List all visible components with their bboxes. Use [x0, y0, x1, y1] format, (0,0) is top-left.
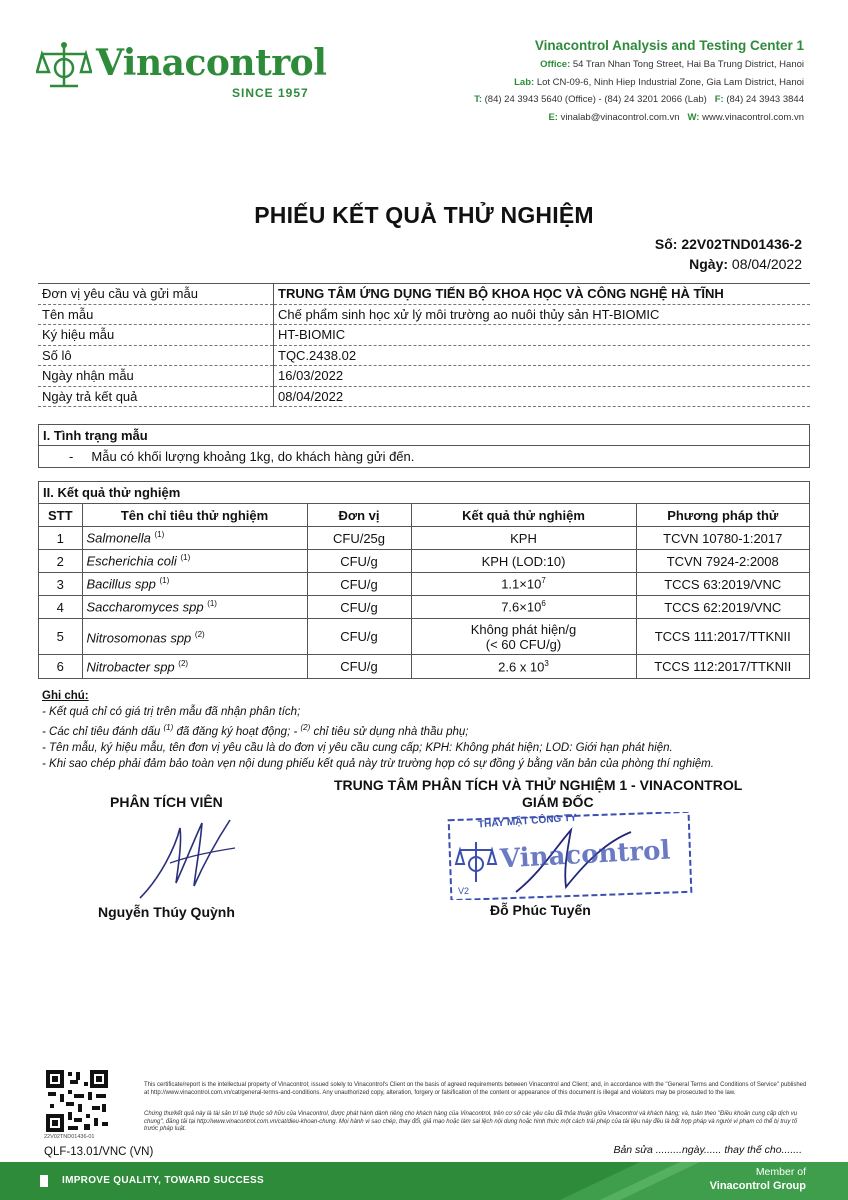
page-title: PHIẾU KẾT QUẢ THỬ NGHIỆM	[254, 202, 594, 228]
note-line: - Tên mẫu, ký hiệu mẫu, tên đơn vị yêu cầu là do đơn vị yêu cầu cung cấp; KPH: Không phát hiện; LOD: Giới hạn phát hiện.	[42, 741, 673, 754]
document-number: 22V02TND01436-2	[681, 236, 802, 252]
logo-wordmark: Vinacontrol	[96, 42, 327, 84]
phone-line: T: (84) 24 3943 5640 (Office) - (84) 24 3201 2066 (Lab) F: (84) 24 3943 3844	[474, 94, 804, 105]
director-name: Đỗ Phúc Tuyến	[490, 902, 591, 918]
stamp-note: THAY MẶT CÔNG TY	[477, 812, 578, 831]
document-date: 08/04/2022	[731, 256, 802, 272]
info-row: Số lô TQC.2438.02	[38, 345, 810, 366]
footer-motto: IMPROVE QUALITY, TOWARD SUCCESS	[62, 1175, 264, 1186]
email-link[interactable]: vinalab@vinacontrol.com.vn	[560, 111, 680, 123]
section-heading: I. Tình trạng mẫu	[39, 425, 809, 446]
analyst-name: Nguyễn Thúy Quỳnh	[98, 904, 235, 920]
issuing-organization: TRUNG TÂM PHÂN TÍCH VÀ THỬ NGHIỆM 1 - VINACONTROL	[334, 777, 743, 793]
table-row: 1 Salmonella $^{(1)}$ CFU/25g KPH TCVN 10780-1:2017	[39, 527, 809, 550]
table-row: 4 Saccharomyces spp $^{(1)}$ CFU/g $7.6\times 10^6$ TCCS 62:2019/VNC	[39, 596, 809, 619]
motto-marker-icon	[40, 1175, 50, 1187]
info-row: Tên mẫu Chế phẩm sinh học xử lý môi trường ao nuôi thủy sản HT-BIOMIC	[38, 304, 810, 325]
analyst-title: PHÂN TÍCH VIÊN	[110, 794, 223, 810]
info-row: Đơn vị yêu cầu và gửi mẫu TRUNG TÂM ỨNG DỤNG TIẾN BỘ KHOA HỌC VÀ CÔNG NGHỆ HÀ TĨNH	[38, 284, 810, 305]
logo-since: SINCE 1957	[232, 86, 309, 100]
director-title: GIÁM ĐỐC	[522, 794, 594, 810]
info-row: Ký hiệu mẫu HT-BIOMIC	[38, 325, 810, 346]
center-name: Vinacontrol Analysis and Testing Center 1	[534, 38, 804, 53]
sample-condition-text: - Mẫu có khối lượng khoảng 1kg, do khách hàng gửi đến.	[69, 449, 415, 464]
col-header: Phương pháp thử	[636, 504, 809, 527]
table-row: 6 Nitrobacter spp $^{(2)}$ CFU/g 2.6 x $10^3$ TCCS 112:2017/TTKNII	[39, 655, 809, 678]
col-header: STT	[39, 504, 82, 527]
table-row: 2 Escherichia coli $^{(1)}$ CFU/g KPH (LOD:10) TCVN 7924-2:2008	[39, 550, 809, 573]
office-line: Office: 54 Tran Nhan Tong Street, Hai Ba Trung District, Hanoi	[540, 59, 804, 70]
revision-line: Bản sửa .........ngày...... thay thế cho.......	[613, 1144, 802, 1156]
test-results-section	[38, 481, 810, 679]
sample-info-table	[38, 283, 810, 407]
stamp-wordmark: Vinacontrol	[499, 835, 672, 875]
results-table	[39, 503, 809, 678]
notes-heading: Ghi chú:	[42, 690, 89, 702]
table-row: 3 Bacillus spp $^{(1)}$ CFU/g $1.1\times 10^7$ TCCS 63:2019/VNC	[39, 573, 809, 596]
col-header: Đơn vị	[307, 504, 411, 527]
stamp-version: V2	[458, 886, 470, 896]
results-header-row	[39, 504, 809, 527]
note-line: - Kết quả chỉ có giá trị trên mẫu đã nhận phân tích;	[42, 706, 301, 718]
qr-code-icon[interactable]	[44, 1068, 110, 1134]
info-row: Ngày trả kết quả 08/04/2022	[38, 386, 810, 407]
legal-notice-en: This certificate/report is the intellectual property of Vinacontrol; issued solely to Vinacontrol's Client on the basis of agreed requirements between Vinacontrol and Client; and, in accordance with the "General Terms and Conditions of Service" published at http://www.vinacontrol.com.vn/cat/general-terms-and-conditions. Any unauthorized copy, alteration, forgery or falsification of the content or appearance of this document is illegal and violators may be prosecuted to the law.	[144, 1082, 807, 1096]
contact-block	[474, 36, 804, 126]
member-of-block: Member of Vinacontrol Group	[709, 1166, 806, 1192]
info-row: Ngày nhận mẫu 16/03/2022	[38, 366, 810, 387]
analyst-signature	[130, 808, 250, 908]
table-row: 5 Nitrosomonas spp $^{(2)}$ CFU/g Không phát hiện/g (< 60 CFU/g) TCCS 111:2017/TTKNII	[39, 619, 809, 655]
note-line: - Khi sao chép phải đảm bảo toàn vẹn nội dung phiếu kết quả này trừ trường hợp có sự đồng ý bằng văn bản của phòng thí nghiệm.	[42, 757, 714, 770]
form-code: QLF-13.01/VNC (VN)	[44, 1146, 154, 1158]
note-line: - Các chỉ tiêu đánh dấu $^{(1)}$ đã đăng ký hoạt động; - $^{(2)}$ chỉ tiêu sử dụng nhà thầu phụ;	[42, 723, 469, 738]
email-web-line: E: vinalab@vinacontrol.com.vn W: www.vinacontrol.com.vn	[548, 111, 804, 123]
document-number-block: Số: 22V02TND01436-2 Ngày: 08/04/2022	[654, 236, 802, 272]
sample-condition-section	[38, 424, 810, 468]
legal-notice-vn: Chứng thư/kết quả này là tài sản trí tuệ thuộc sở hữu của Vinacontrol, được phát hành dành riêng cho khách hàng của Vinacontrol, trên cơ sở các yêu cầu đã thỏa thuận giữa Vinacontrol và khách hàng; và, tuân theo "Điều khoản cung cấp dịch vụ chung", đăng tải tại http://www.vinacontrol.com.vn/cat/dieu-khoan-chung. Mọi hành vi sao chép, thay đổi, giả mạo hoặc làm sai lệch nội dung hoặc hình thức một cách trái phép của tài liệu này đều là bất hợp pháp và người vi phạm có thể bị truy tố trước pháp luật.	[144, 1111, 798, 1132]
lab-line: Lab: Lot CN-09-6, Ninh Hiep Industrial Zone, Gia Lam District, Hanoi	[514, 76, 804, 88]
company-logo	[36, 40, 326, 102]
member-group: Vinacontrol Group	[709, 1180, 806, 1192]
qr-code-label: 22V02TND01436-01	[44, 1134, 95, 1140]
col-header: Kết quả thử nghiệm	[411, 504, 636, 527]
website-link[interactable]: www.vinacontrol.com.vn	[702, 111, 804, 123]
section-heading: II. Kết quả thử nghiệm	[43, 485, 181, 500]
col-header: Tên chỉ tiêu thử nghiệm	[82, 504, 307, 527]
notes-block	[42, 688, 714, 772]
scales-emblem-icon	[36, 40, 92, 92]
